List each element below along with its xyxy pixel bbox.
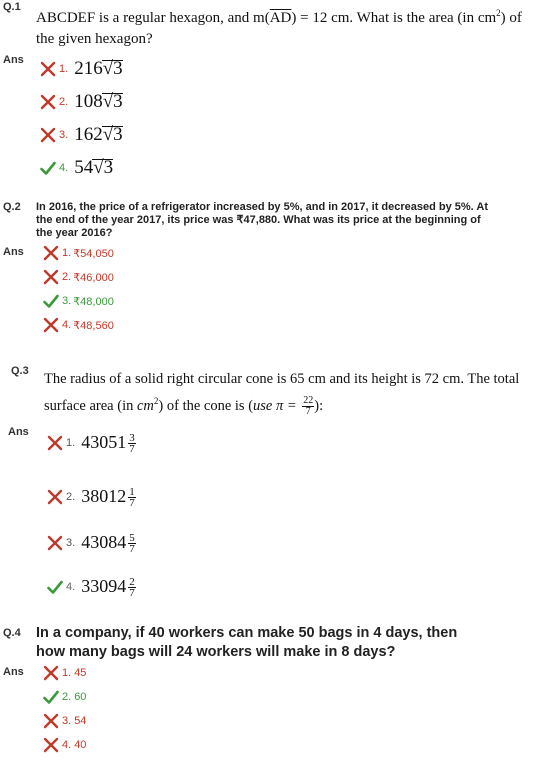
cross-icon bbox=[43, 245, 59, 261]
check-icon bbox=[47, 579, 63, 595]
check-icon bbox=[43, 293, 59, 309]
question-text bbox=[44, 368, 536, 417]
option-index: 1. bbox=[62, 247, 72, 259]
cross-icon bbox=[43, 713, 59, 729]
option-value: ₹54,050 bbox=[73, 247, 114, 260]
cross-icon bbox=[40, 94, 56, 110]
option-value: ₹48,000 bbox=[73, 295, 114, 308]
question-text bbox=[36, 624, 536, 662]
cross-icon bbox=[40, 61, 56, 77]
option-item[interactable] bbox=[47, 532, 136, 554]
option-value: 38012 $\frac{1}{7}$ bbox=[81, 486, 135, 510]
option-index: 2. bbox=[62, 691, 72, 703]
option-item[interactable] bbox=[40, 58, 123, 80]
question-text-part: ) of bbox=[500, 10, 522, 26]
option-index: 3. bbox=[62, 295, 72, 307]
question-text bbox=[36, 3, 522, 50]
option-index: 4. bbox=[62, 319, 72, 331]
cross-icon bbox=[43, 269, 59, 285]
option-value: 43084 $\frac{5}{7}$ bbox=[81, 532, 135, 556]
option-item[interactable] bbox=[40, 124, 123, 146]
question-text-part: ABCDEF is a regular hexagon, and m( bbox=[36, 10, 270, 26]
option-item[interactable] bbox=[43, 245, 114, 261]
option-value: 33094 $\frac{2}{7}$ bbox=[81, 576, 135, 600]
option-index: 4. bbox=[62, 739, 72, 751]
option-value: 43051 $\frac{3}{7}$ bbox=[81, 432, 135, 456]
option-value: 162√3 bbox=[74, 124, 123, 145]
option-item[interactable] bbox=[40, 91, 123, 113]
option-item[interactable] bbox=[43, 665, 86, 681]
option-index: 2. bbox=[62, 271, 72, 283]
question-number: Q.2 bbox=[3, 201, 21, 213]
option-index: 3. bbox=[66, 537, 76, 550]
question-line: In a company, if 40 workers can make 50 bags in 4 days, then bbox=[36, 625, 458, 641]
option-item[interactable] bbox=[43, 269, 114, 285]
cross-icon bbox=[47, 535, 63, 551]
question-text bbox=[36, 201, 536, 240]
option-item[interactable] bbox=[43, 713, 86, 729]
pi-fraction: $\frac{22}{7}$ bbox=[303, 395, 314, 417]
option-value: ₹48,560 bbox=[73, 319, 114, 332]
option-item[interactable] bbox=[43, 317, 114, 333]
option-item[interactable] bbox=[47, 576, 136, 598]
option-item[interactable] bbox=[40, 157, 113, 179]
check-icon bbox=[40, 160, 56, 176]
option-index: 3. bbox=[62, 715, 72, 727]
question-number: Q.3 bbox=[11, 365, 29, 377]
option-index: 4. bbox=[66, 581, 76, 594]
option-index: 2. bbox=[66, 491, 76, 504]
answer-label: Ans bbox=[3, 54, 24, 66]
option-item[interactable] bbox=[47, 486, 136, 508]
option-index: 2. bbox=[59, 96, 69, 108]
option-index: 1. bbox=[59, 63, 69, 75]
cross-icon bbox=[43, 737, 59, 753]
question-number: Q.4 bbox=[3, 627, 21, 639]
option-value: ₹46,000 bbox=[73, 271, 114, 284]
question-line: the year 2016? bbox=[36, 227, 113, 239]
question-line: In 2016, the price of a refrigerator increased by 5%, and in 2017, it decreased by 5%. At bbox=[36, 201, 488, 213]
answer-label: Ans bbox=[3, 666, 24, 678]
question-line: the end of the year 2017, its price was ₹47,880. What was its price at the beginning of bbox=[36, 214, 481, 226]
option-value: 40 bbox=[74, 739, 87, 751]
option-value: 54√3 bbox=[74, 157, 114, 178]
answer-label: Ans bbox=[3, 246, 24, 258]
option-value: 108√3 bbox=[74, 91, 123, 112]
answer-label: Ans bbox=[8, 426, 29, 438]
question-line: surface area (in $cm^2$) of the cone is (use π = $\frac{22}{7}$ ): bbox=[44, 395, 324, 417]
option-item[interactable] bbox=[43, 293, 114, 309]
question-number: Q.1 bbox=[3, 1, 21, 13]
option-item[interactable] bbox=[43, 737, 86, 753]
check-icon bbox=[43, 689, 59, 705]
option-value: 54 bbox=[74, 715, 87, 727]
option-value: 216√3 bbox=[74, 58, 123, 79]
superscript: 2 bbox=[496, 8, 501, 18]
cross-icon bbox=[43, 665, 59, 681]
cross-icon bbox=[47, 435, 63, 451]
cross-icon bbox=[43, 317, 59, 333]
question-text-part: the given hexagon? bbox=[36, 31, 153, 47]
option-value: 60 bbox=[74, 691, 87, 703]
cross-icon bbox=[47, 489, 63, 505]
option-index: 4. bbox=[59, 162, 69, 174]
question-line: The radius of a solid right circular cone is 65 cm and its height is 72 cm. The total bbox=[44, 371, 520, 387]
option-index: 3. bbox=[59, 129, 69, 141]
question-text-part: ) = 12 cm. What is the area (in cm bbox=[291, 10, 497, 26]
segment-label: $\overline{AD}$ bbox=[269, 10, 292, 26]
option-item[interactable] bbox=[47, 432, 136, 454]
option-index: 1. bbox=[66, 437, 76, 450]
cross-icon bbox=[40, 127, 56, 143]
option-item[interactable] bbox=[43, 689, 86, 705]
option-value: 45 bbox=[74, 667, 87, 679]
question-line: how many bags will 24 workers will make in 8 days? bbox=[36, 644, 396, 660]
option-index: 1. bbox=[62, 667, 72, 679]
